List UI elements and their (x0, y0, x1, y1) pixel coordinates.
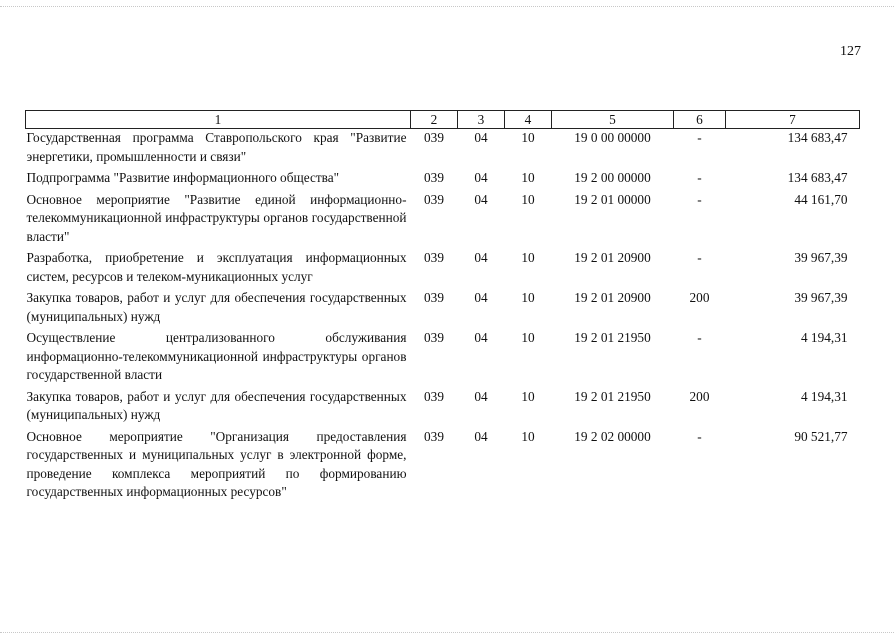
row-expense-type: 200 (689, 290, 710, 305)
row-code: 039 (424, 290, 444, 305)
row-target-item: 19 2 02 00000 (574, 428, 651, 444)
row-code: 039 (424, 170, 444, 185)
row-target-item: 19 2 01 21950 (574, 388, 651, 404)
row-section: 04 (474, 330, 488, 345)
row-name: Разработка, приобретение и эксплуатация информационных систем, ресурсов и телеком-муникационных услуг (26, 250, 407, 284)
row-amount: 4 194,31 (800, 388, 848, 404)
row-target-item: 19 2 01 21950 (574, 330, 651, 345)
row-section: 04 (474, 130, 488, 145)
header-col-3: 3 (458, 111, 505, 129)
table-row (26, 329, 860, 388)
row-name: Подпрограмма "Развитие информационного общества" (26, 170, 340, 185)
row-amount: 44 161,70 (794, 191, 848, 207)
row-code: 039 (424, 388, 444, 404)
row-amount: 134 683,47 (787, 130, 848, 145)
table-row (26, 249, 860, 289)
row-expense-type: - (697, 130, 702, 145)
row-expense-type: - (697, 250, 702, 265)
row-expense-type: - (697, 170, 702, 185)
table-row (26, 169, 860, 191)
row-amount: 4 194,31 (800, 330, 848, 345)
budget-table (25, 110, 860, 502)
header-col-2: 2 (411, 111, 458, 129)
row-name: Закупка товаров, работ и услуг для обеспечения государственных (муниципальных) нужд (26, 388, 407, 422)
header-col-6: 6 (674, 111, 726, 129)
row-subsection: 10 (521, 330, 535, 345)
row-expense-type: - (697, 428, 702, 444)
row-code: 039 (424, 428, 444, 444)
row-target-item: 19 2 01 00000 (574, 191, 651, 207)
row-section: 04 (474, 388, 488, 404)
row-expense-type: 200 (689, 388, 710, 404)
row-code: 039 (424, 250, 444, 265)
row-code: 039 (424, 191, 444, 207)
row-name: Осуществление централизованного обслуживания информационно-телекоммуникационной инфраструктуры органов государственной власти (26, 330, 407, 382)
header-col-5: 5 (552, 111, 674, 129)
row-subsection: 10 (521, 170, 535, 185)
row-amount: 134 683,47 (787, 170, 848, 185)
row-target-item: 19 2 00 00000 (574, 170, 651, 185)
row-name: Основное мероприятие "Организация предоставления государственных и муниципальных услуг в электронной форме, проведение комплекса мероприятий по формированию государственных информационных ресурсов" (26, 428, 407, 499)
table-header-row (26, 111, 860, 129)
row-section: 04 (474, 170, 488, 185)
row-expense-type: - (697, 330, 702, 345)
row-subsection: 10 (521, 388, 535, 404)
header-col-1: 1 (26, 111, 411, 129)
row-subsection: 10 (521, 130, 535, 145)
table-row (26, 388, 860, 428)
row-name: Государственная программа Ставропольского края "Развитие энергетики, промышленности и связи" (26, 130, 407, 164)
row-code: 039 (424, 330, 444, 345)
row-code: 039 (424, 130, 444, 145)
row-amount: 90 521,77 (794, 428, 848, 444)
row-subsection: 10 (521, 428, 535, 444)
scan-edge-top (0, 6, 894, 8)
table-row (26, 428, 860, 502)
table-row (26, 289, 860, 329)
row-section: 04 (474, 428, 488, 444)
header-col-4: 4 (505, 111, 552, 129)
row-amount: 39 967,39 (794, 250, 848, 265)
header-col-7: 7 (726, 111, 860, 129)
row-target-item: 19 0 00 00000 (574, 130, 651, 145)
row-section: 04 (474, 250, 488, 265)
page-number: 127 (840, 44, 861, 59)
table-row (26, 191, 860, 250)
scan-edge-bottom (0, 632, 894, 634)
row-section: 04 (474, 191, 488, 207)
row-subsection: 10 (521, 191, 535, 207)
row-expense-type: - (697, 191, 702, 207)
row-name: Закупка товаров, работ и услуг для обеспечения государственных (муниципальных) нужд (26, 290, 407, 324)
row-amount: 39 967,39 (794, 290, 848, 305)
row-target-item: 19 2 01 20900 (574, 290, 651, 305)
row-subsection: 10 (521, 290, 535, 305)
row-section: 04 (474, 290, 488, 305)
row-name: Основное мероприятие "Развитие единой информационно-телекоммуникационной инфраструктуры органов государственной власти" (26, 191, 407, 244)
table-row (26, 129, 860, 170)
row-target-item: 19 2 01 20900 (574, 250, 651, 265)
row-subsection: 10 (521, 250, 535, 265)
